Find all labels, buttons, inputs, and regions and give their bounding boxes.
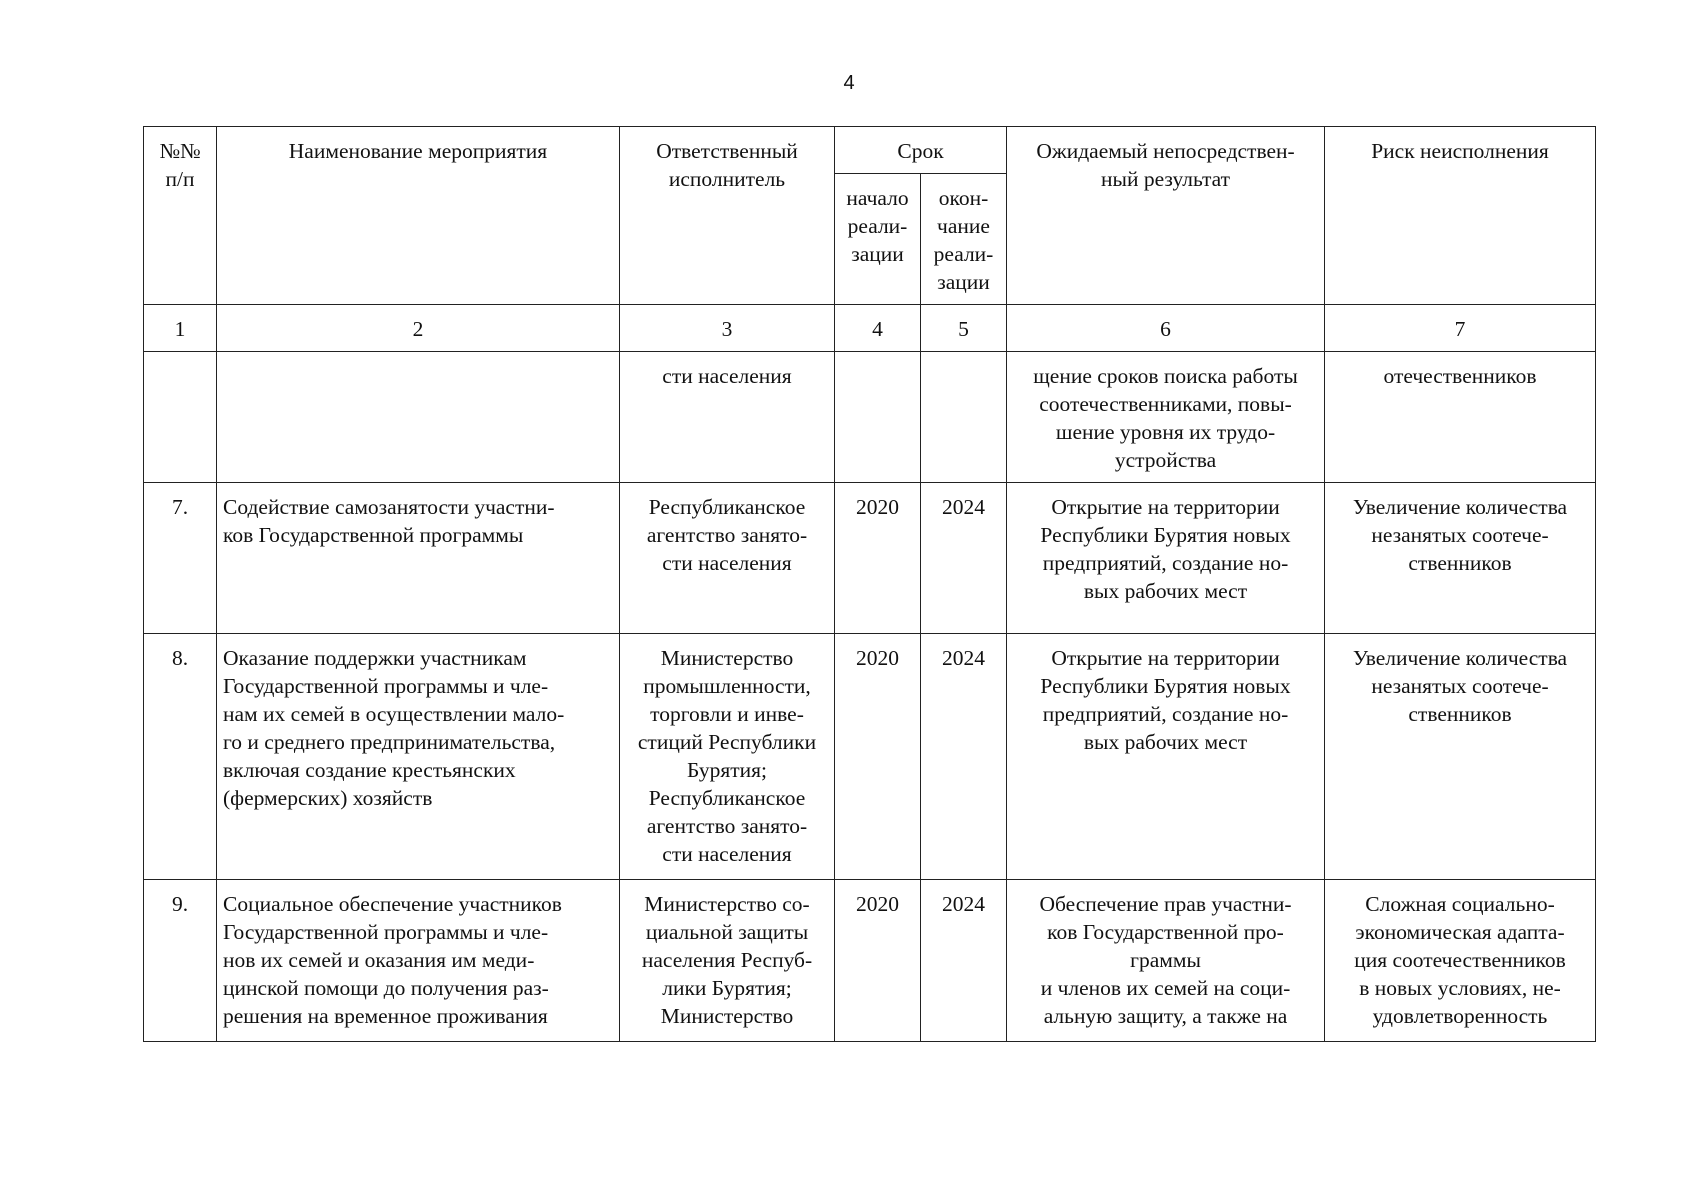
text-line: Открытие на территории — [1051, 646, 1280, 670]
row-risk — [1325, 352, 1596, 483]
header-result — [1007, 127, 1325, 305]
text-line: отечественников — [1383, 364, 1537, 388]
text-line: незанятых соотече- — [1371, 674, 1549, 698]
row-measure-name — [217, 352, 620, 483]
row-executor — [620, 483, 835, 634]
text-line: вых рабочих мест — [1083, 579, 1248, 603]
text-line: п/п — [165, 167, 195, 191]
table-row — [144, 352, 1596, 483]
table-header-row — [144, 127, 1596, 174]
row-end-year: 2024 — [921, 483, 1007, 634]
text-line: предприятий, создание но- — [1042, 702, 1289, 726]
row-measure-name — [217, 483, 620, 634]
text-line: ный результат — [1101, 167, 1231, 191]
text-line: ков Государственной про- — [1047, 920, 1284, 944]
row-num: 8. — [144, 634, 217, 880]
text-line: Наименование мероприятия — [288, 139, 548, 163]
row-expected-result — [1007, 352, 1325, 483]
table-row — [144, 880, 1596, 1042]
text-line: Обеспечение прав участни- — [1039, 892, 1292, 916]
text-line: шение уровня их трудо- — [1055, 420, 1276, 444]
text-line: щение сроков поиска работы — [1033, 364, 1298, 388]
header-executor — [620, 127, 835, 305]
text-line: ков Государственной программы — [223, 523, 524, 547]
text-line: Увеличение количества — [1352, 495, 1568, 519]
header-term: Срок — [835, 127, 1007, 174]
row-end-year: 2024 — [921, 634, 1007, 880]
text-line: торговли и инве- — [650, 702, 804, 726]
column-number: 3 — [620, 305, 835, 352]
row-expected-result — [1007, 483, 1325, 634]
header-name — [217, 127, 620, 305]
column-number: 4 — [835, 305, 921, 352]
text-line: зации — [937, 270, 990, 294]
row-expected-result — [1007, 634, 1325, 880]
text-line: предприятий, создание но- — [1042, 551, 1289, 575]
text-line: исполнитель — [668, 167, 786, 191]
row-executor — [620, 634, 835, 880]
text-line: зации — [851, 242, 904, 266]
text-line: Республиканское — [648, 495, 806, 519]
text-line: циальной защиты — [645, 920, 809, 944]
table-row — [144, 634, 1596, 880]
text-line: Социальное обеспечение участников — [223, 892, 562, 916]
row-measure-name — [217, 634, 620, 880]
page-number: 4 — [843, 72, 855, 94]
text-line: решения на временное проживания — [223, 1004, 548, 1028]
text-line: нов их семей и оказания им меди- — [223, 948, 535, 972]
text-line: №№ — [159, 139, 201, 163]
text-line: Республики Бурятия новых — [1040, 523, 1291, 547]
row-num: 7. — [144, 483, 217, 634]
row-start-year: 2020 — [835, 483, 921, 634]
header-risk — [1325, 127, 1596, 305]
text-line: Ответственный — [656, 139, 798, 163]
text-line: граммы — [1130, 948, 1201, 972]
text-line: включая создание крестьянских — [223, 758, 516, 782]
text-line: соотечественниками, повы- — [1039, 392, 1292, 416]
header-start — [835, 174, 921, 305]
text-line: нам их семей в осуществлении мало- — [223, 702, 565, 726]
text-line: альную защиту, а также на — [1043, 1004, 1288, 1028]
row-measure-name — [217, 880, 620, 1042]
column-number: 7 — [1325, 305, 1596, 352]
text-line: Министерство — [660, 1004, 794, 1028]
text-line: Государственной программы и чле- — [223, 920, 549, 944]
row-end-year: 2024 — [921, 880, 1007, 1042]
column-number: 2 — [217, 305, 620, 352]
row-risk — [1325, 634, 1596, 880]
header-num — [144, 127, 217, 305]
text-line: чание — [937, 214, 990, 238]
text-line: агентство занято- — [646, 523, 808, 547]
text-line: экономическая адапта- — [1355, 920, 1565, 944]
column-number: 6 — [1007, 305, 1325, 352]
row-end-year — [921, 352, 1007, 483]
row-risk — [1325, 483, 1596, 634]
program-measures-table — [143, 126, 1596, 1042]
text-line: Ожидаемый непосредствен- — [1036, 139, 1295, 163]
row-executor — [620, 352, 835, 483]
row-num — [144, 352, 217, 483]
text-line: ственников — [1408, 702, 1512, 726]
header-end — [921, 174, 1007, 305]
text-line: Риск неисполнения — [1371, 139, 1549, 163]
text-line: Республиканское — [648, 786, 806, 810]
text-line: стиций Республики — [637, 730, 817, 754]
text-line: населения Респуб- — [641, 948, 813, 972]
row-expected-result — [1007, 880, 1325, 1042]
text-line: агентство занято- — [646, 814, 808, 838]
column-number-row — [144, 305, 1596, 352]
text-line: Оказание поддержки участникам — [223, 646, 527, 670]
text-line: Министерство — [660, 646, 794, 670]
text-line: ция соотечественников — [1354, 948, 1566, 972]
text-line: незанятых соотече- — [1371, 523, 1549, 547]
row-start-year — [835, 352, 921, 483]
column-number: 5 — [921, 305, 1007, 352]
text-line: и членов их семей на соци- — [1040, 976, 1291, 1000]
column-number: 1 — [144, 305, 217, 352]
text-line: промышленности, — [643, 674, 811, 698]
text-line: Содействие самозанятости участни- — [223, 495, 555, 519]
text-line: Министерство со- — [644, 892, 810, 916]
text-line: начало — [846, 186, 909, 210]
row-start-year: 2020 — [835, 880, 921, 1042]
text-line: Сложная социально- — [1365, 892, 1555, 916]
row-num: 9. — [144, 880, 217, 1042]
text-line: реали- — [933, 242, 994, 266]
text-line: реали- — [847, 214, 908, 238]
text-line: ственников — [1408, 551, 1512, 575]
text-line: сти населения — [662, 364, 792, 388]
text-line: вых рабочих мест — [1083, 730, 1248, 754]
text-line: устройства — [1114, 448, 1217, 472]
row-risk — [1325, 880, 1596, 1042]
text-line: Республики Бурятия новых — [1040, 674, 1291, 698]
text-line: удовлетворенность — [1372, 1004, 1548, 1028]
text-line: сти населения — [662, 842, 792, 866]
text-line: Увеличение количества — [1352, 646, 1568, 670]
text-line: го и среднего предпринимательства, — [223, 730, 556, 754]
text-line: (фермерских) хозяйств — [223, 786, 433, 810]
text-line: цинской помощи до получения раз- — [223, 976, 549, 1000]
text-line: Государственной программы и чле- — [223, 674, 549, 698]
text-line: Бурятия; — [687, 758, 767, 782]
text-line: сти населения — [662, 551, 792, 575]
text-line: окон- — [938, 186, 989, 210]
text-line: лики Бурятия; — [662, 976, 792, 1000]
text-line: Открытие на территории — [1051, 495, 1280, 519]
row-start-year: 2020 — [835, 634, 921, 880]
text-line: в новых условиях, не- — [1359, 976, 1561, 1000]
table-row — [144, 483, 1596, 634]
row-executor — [620, 880, 835, 1042]
